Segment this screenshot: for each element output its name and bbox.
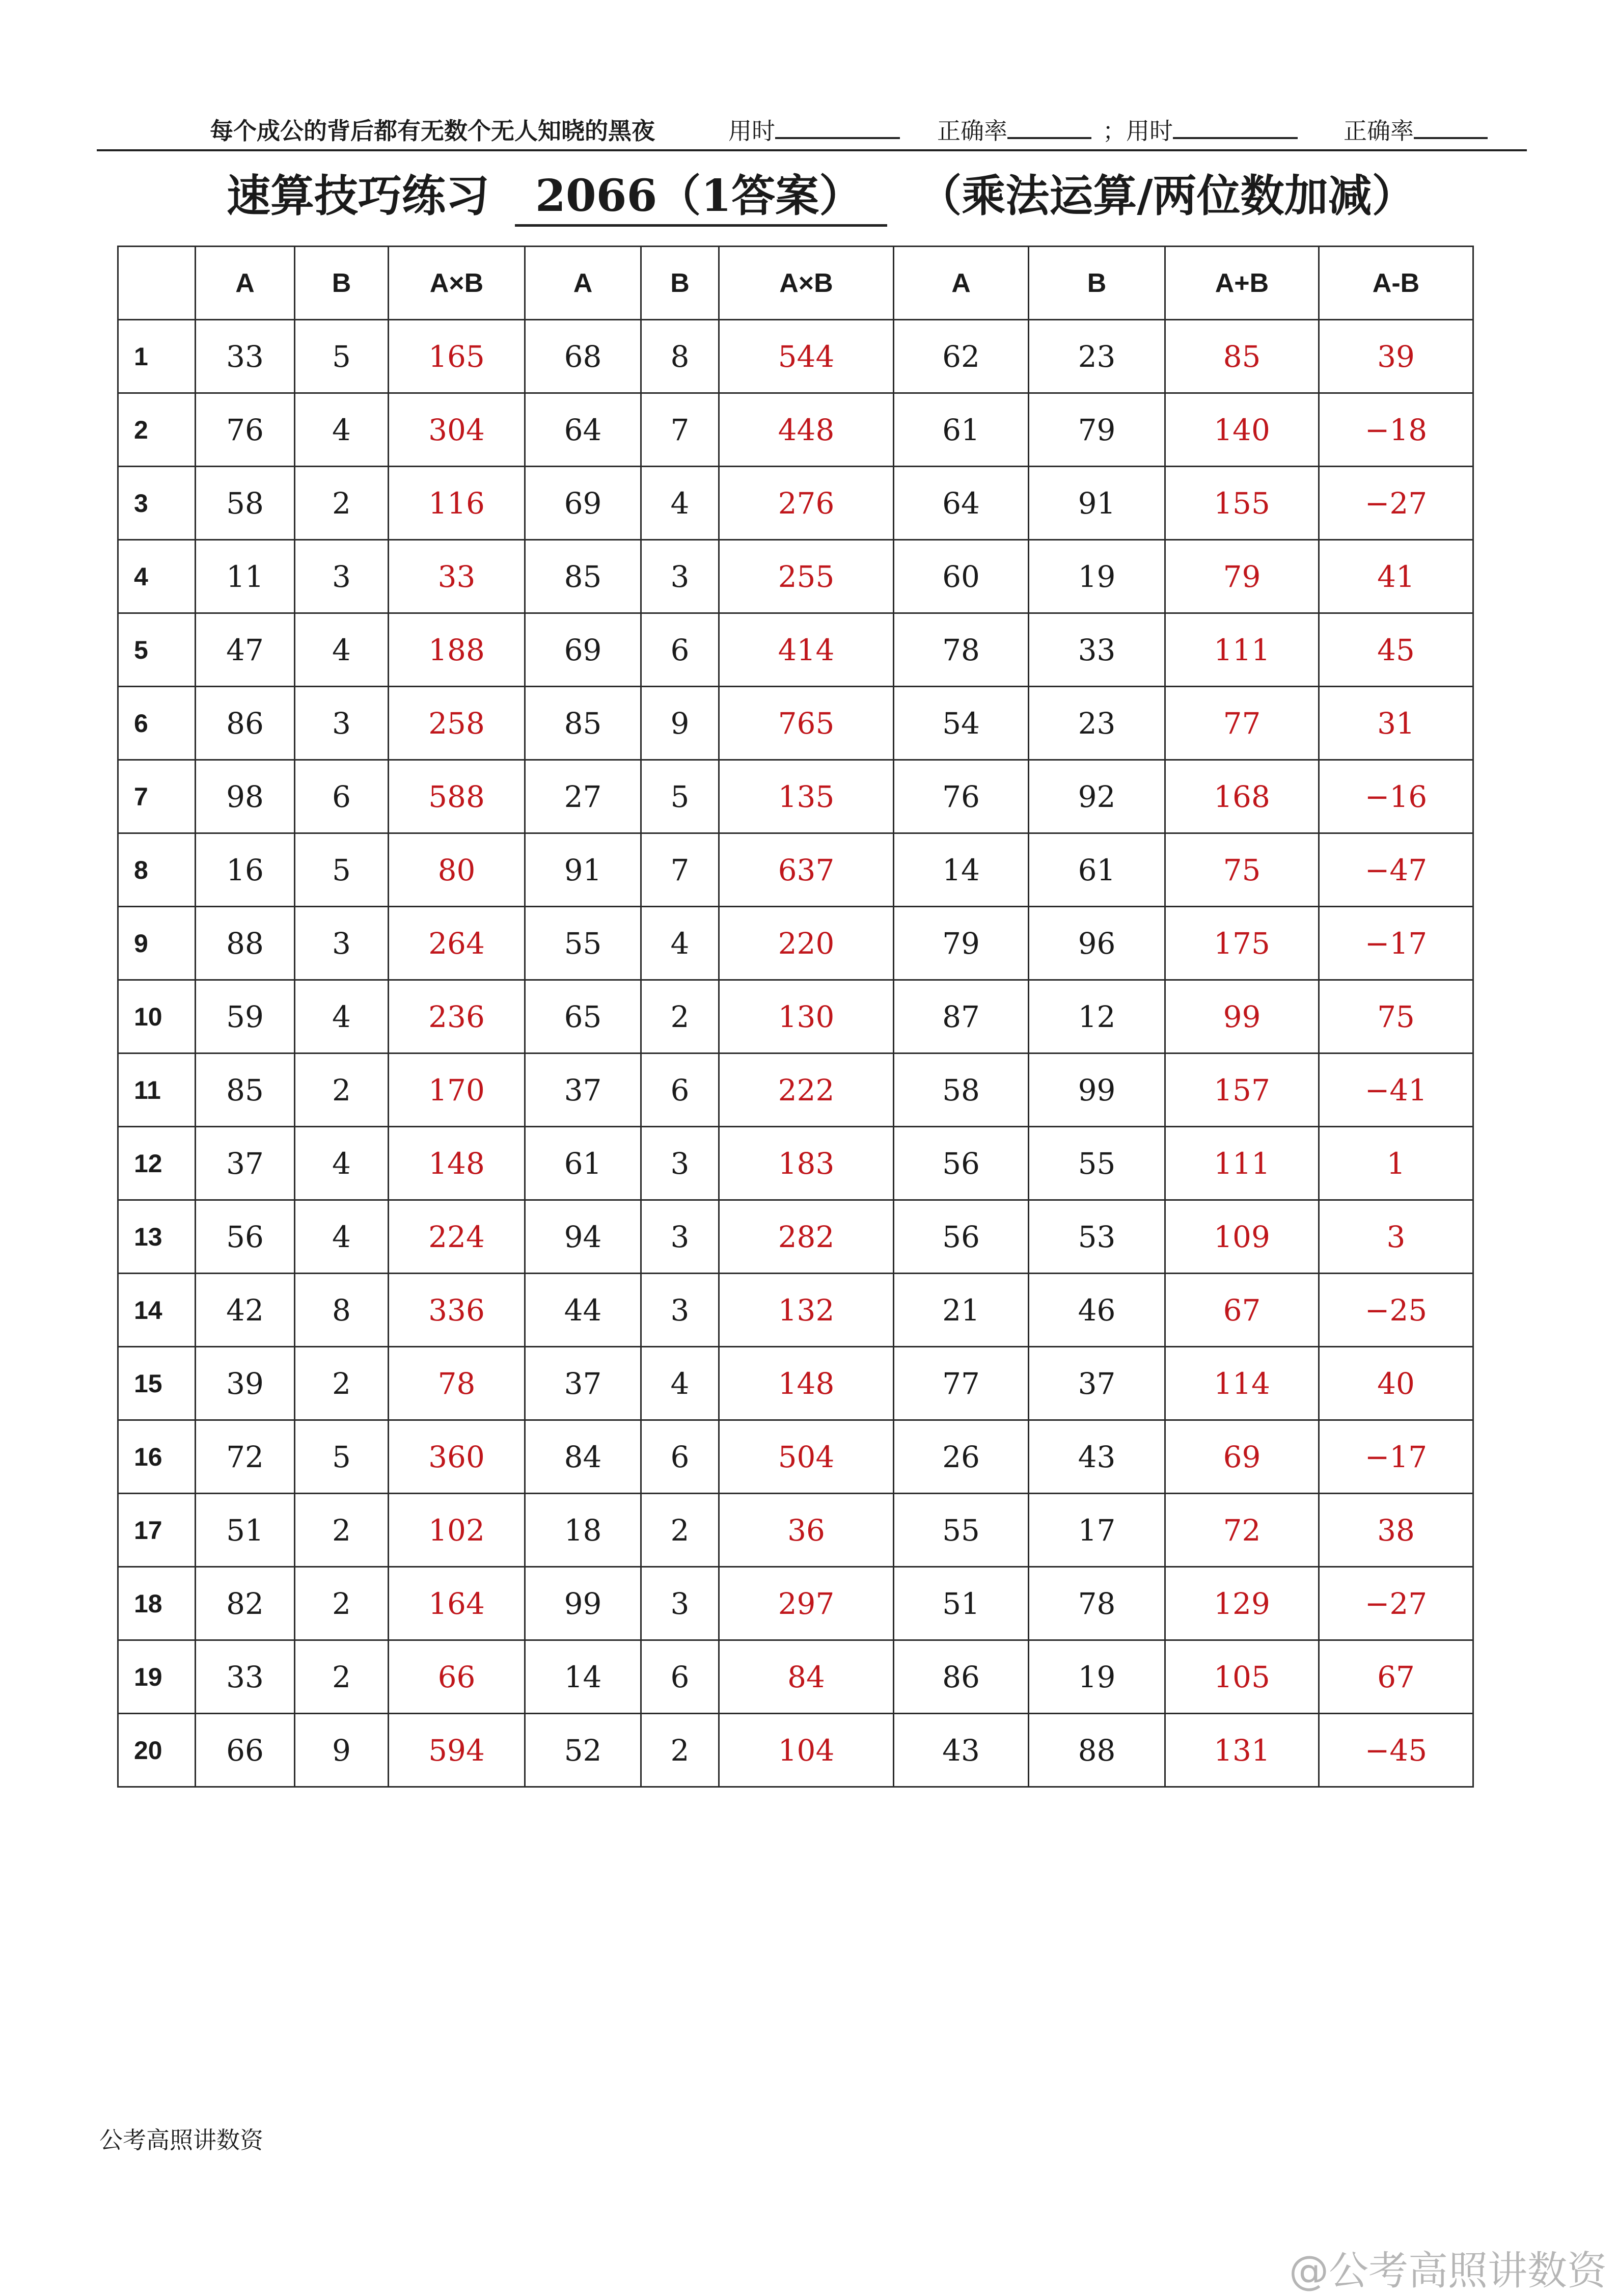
operand-cell: 76 [196, 393, 295, 467]
answer-cell: 588 [389, 760, 525, 833]
answer-cell: 297 [719, 1567, 894, 1640]
answer-cell: 104 [719, 1714, 894, 1787]
row-number: 19 [118, 1640, 196, 1714]
row-number: 16 [118, 1420, 196, 1494]
answer-cell: −17 [1319, 1420, 1473, 1494]
accuracy-field-1 [937, 110, 1091, 152]
operand-cell: 2 [295, 1640, 389, 1714]
row-number: 5 [118, 613, 196, 687]
table-row [118, 1640, 1473, 1714]
header-cell: A [894, 247, 1029, 320]
operand-cell: 61 [1029, 833, 1165, 907]
operand-cell: 65 [525, 980, 641, 1054]
answer-cell: 157 [1165, 1054, 1319, 1127]
answer-cell: 78 [389, 1347, 525, 1420]
operand-cell: 76 [894, 760, 1029, 833]
operand-cell: 43 [894, 1714, 1029, 1787]
operand-cell: 14 [525, 1640, 641, 1714]
operand-cell: 69 [525, 613, 641, 687]
operand-cell: 51 [196, 1494, 295, 1567]
header-line [97, 110, 1533, 152]
table-row [118, 393, 1473, 467]
operand-cell: 94 [525, 1200, 641, 1274]
operand-cell: 86 [894, 1640, 1029, 1714]
answer-cell: 276 [719, 467, 894, 540]
time-blank-2[interactable] [1173, 115, 1298, 139]
operand-cell: 37 [525, 1347, 641, 1420]
row-number: 2 [118, 393, 196, 467]
table-row [118, 1200, 1473, 1274]
operand-cell: 47 [196, 613, 295, 687]
table-row [118, 1347, 1473, 1420]
operand-cell: 64 [525, 393, 641, 467]
operand-cell: 4 [295, 613, 389, 687]
row-number: 18 [118, 1567, 196, 1640]
operand-cell: 58 [894, 1054, 1029, 1127]
time-blank-1[interactable] [775, 115, 900, 139]
answer-cell: 448 [719, 393, 894, 467]
answer-cell: 175 [1165, 907, 1319, 980]
table-row [118, 320, 1473, 393]
operand-cell: 8 [641, 320, 719, 393]
header-rule [97, 149, 1527, 151]
operand-cell: 85 [525, 687, 641, 760]
operand-cell: 99 [525, 1567, 641, 1640]
row-number: 1 [118, 320, 196, 393]
operand-cell: 42 [196, 1274, 295, 1347]
operand-cell: 8 [295, 1274, 389, 1347]
operand-cell: 91 [525, 833, 641, 907]
operand-cell: 77 [894, 1347, 1029, 1420]
row-number: 10 [118, 980, 196, 1054]
answer-cell: 336 [389, 1274, 525, 1347]
operand-cell: 17 [1029, 1494, 1165, 1567]
operand-cell: 3 [641, 1567, 719, 1640]
answer-cell: 148 [719, 1347, 894, 1420]
operand-cell: 37 [525, 1054, 641, 1127]
operand-cell: 18 [525, 1494, 641, 1567]
answer-cell: 69 [1165, 1420, 1319, 1494]
answer-cell: 67 [1319, 1640, 1473, 1714]
operand-cell: 46 [1029, 1274, 1165, 1347]
table-row [118, 1494, 1473, 1567]
operand-cell: 23 [1029, 320, 1165, 393]
answer-cell: 79 [1165, 540, 1319, 613]
answer-cell: −47 [1319, 833, 1473, 907]
accuracy-blank-1[interactable] [1007, 115, 1091, 139]
operand-cell: 2 [295, 1494, 389, 1567]
operand-cell: 4 [295, 393, 389, 467]
operand-cell: 91 [1029, 467, 1165, 540]
row-number: 3 [118, 467, 196, 540]
answer-cell: 504 [719, 1420, 894, 1494]
row-number: 17 [118, 1494, 196, 1567]
table-row [118, 833, 1473, 907]
answer-cell: −41 [1319, 1054, 1473, 1127]
operand-cell: 78 [1029, 1567, 1165, 1640]
answer-cell: 66 [389, 1640, 525, 1714]
operand-cell: 6 [641, 1054, 719, 1127]
table-row [118, 980, 1473, 1054]
table-row [118, 687, 1473, 760]
answer-cell: 75 [1165, 833, 1319, 907]
operand-cell: 54 [894, 687, 1029, 760]
operand-cell: 6 [641, 613, 719, 687]
operand-cell: 16 [196, 833, 295, 907]
operand-cell: 72 [196, 1420, 295, 1494]
answer-cell: 85 [1165, 320, 1319, 393]
operand-cell: 39 [196, 1347, 295, 1420]
operand-cell: 92 [1029, 760, 1165, 833]
time-field-1 [728, 110, 900, 152]
answer-cell: 220 [719, 907, 894, 980]
operand-cell: 52 [525, 1714, 641, 1787]
header-cell: A [525, 247, 641, 320]
operand-cell: 64 [894, 467, 1029, 540]
operand-cell: 43 [1029, 1420, 1165, 1494]
operand-cell: 79 [1029, 393, 1165, 467]
table-row [118, 1714, 1473, 1787]
answer-cell: −27 [1319, 1567, 1473, 1640]
row-number: 7 [118, 760, 196, 833]
table-row [118, 1420, 1473, 1494]
operand-cell: 2 [295, 467, 389, 540]
accuracy-blank-2[interactable] [1414, 115, 1488, 139]
answer-cell: 131 [1165, 1714, 1319, 1787]
operand-cell: 4 [295, 980, 389, 1054]
operand-cell: 27 [525, 760, 641, 833]
title-subtitle: （乘法运算/两位数加减） [918, 170, 1416, 222]
operand-cell: 4 [295, 1127, 389, 1200]
answer-table [117, 246, 1474, 1788]
table-body [118, 320, 1473, 1787]
answer-cell: 80 [389, 833, 525, 907]
answer-cell: 84 [719, 1640, 894, 1714]
operand-cell: 3 [295, 907, 389, 980]
operand-cell: 55 [894, 1494, 1029, 1567]
operand-cell: 88 [1029, 1714, 1165, 1787]
operand-cell: 23 [1029, 687, 1165, 760]
operand-cell: 3 [641, 1127, 719, 1200]
operand-cell: 26 [894, 1420, 1029, 1494]
row-number: 13 [118, 1200, 196, 1274]
answer-cell: −16 [1319, 760, 1473, 833]
answer-cell: 114 [1165, 1347, 1319, 1420]
table-row [118, 467, 1473, 540]
operand-cell: 19 [1029, 540, 1165, 613]
operand-cell: 7 [641, 833, 719, 907]
answer-cell: 188 [389, 613, 525, 687]
answer-cell: 164 [389, 1567, 525, 1640]
answer-cell: 1 [1319, 1127, 1473, 1200]
table-row [118, 1567, 1473, 1640]
operand-cell: 51 [894, 1567, 1029, 1640]
answer-cell: 282 [719, 1200, 894, 1274]
answer-cell: 77 [1165, 687, 1319, 760]
operand-cell: 85 [525, 540, 641, 613]
operand-cell: 37 [196, 1127, 295, 1200]
table-row [118, 540, 1473, 613]
operand-cell: 3 [641, 540, 719, 613]
operand-cell: 3 [641, 1274, 719, 1347]
answer-cell: 3 [1319, 1200, 1473, 1274]
operand-cell: 55 [1029, 1127, 1165, 1200]
header-cell: A×B [389, 247, 525, 320]
footer-text: 公考高照讲数资 [99, 2126, 263, 2154]
answer-cell: −27 [1319, 467, 1473, 540]
operand-cell: 78 [894, 613, 1029, 687]
table-row [118, 760, 1473, 833]
answer-cell: 132 [719, 1274, 894, 1347]
header-cell: A-B [1319, 247, 1473, 320]
operand-cell: 3 [295, 687, 389, 760]
operand-cell: 5 [295, 1420, 389, 1494]
row-number: 15 [118, 1347, 196, 1420]
operand-cell: 86 [196, 687, 295, 760]
table-row [118, 613, 1473, 687]
operand-cell: 60 [894, 540, 1029, 613]
operand-cell: 6 [641, 1640, 719, 1714]
row-number: 14 [118, 1274, 196, 1347]
row-number: 4 [118, 540, 196, 613]
answer-cell: 33 [389, 540, 525, 613]
answer-cell: 72 [1165, 1494, 1319, 1567]
operand-cell: 61 [525, 1127, 641, 1200]
answer-cell: 45 [1319, 613, 1473, 687]
operand-cell: 56 [894, 1200, 1029, 1274]
operand-cell: 68 [525, 320, 641, 393]
operand-cell: 4 [641, 467, 719, 540]
operand-cell: 87 [894, 980, 1029, 1054]
answer-cell: −17 [1319, 907, 1473, 980]
row-number: 6 [118, 687, 196, 760]
answer-cell: −45 [1319, 1714, 1473, 1787]
page-title [227, 163, 1416, 229]
header-cell: A×B [719, 247, 894, 320]
operand-cell: 88 [196, 907, 295, 980]
answer-cell: 40 [1319, 1347, 1473, 1420]
operand-cell: 56 [196, 1200, 295, 1274]
answer-cell: 258 [389, 687, 525, 760]
answer-cell: 75 [1319, 980, 1473, 1054]
operand-cell: 61 [894, 393, 1029, 467]
answer-cell: 109 [1165, 1200, 1319, 1274]
header-cell: B [295, 247, 389, 320]
operand-cell: 79 [894, 907, 1029, 980]
operand-cell: 2 [295, 1567, 389, 1640]
answer-cell: 155 [1165, 467, 1319, 540]
table-row [118, 907, 1473, 980]
answer-cell: 544 [719, 320, 894, 393]
operand-cell: 44 [525, 1274, 641, 1347]
operand-cell: 5 [295, 833, 389, 907]
table-row [118, 1054, 1473, 1127]
operand-cell: 4 [641, 1347, 719, 1420]
time-field-2 [1103, 110, 1298, 152]
answer-cell: 102 [389, 1494, 525, 1567]
row-number: 9 [118, 907, 196, 980]
accuracy-field-2 [1344, 110, 1488, 152]
operand-cell: 58 [196, 467, 295, 540]
operand-cell: 85 [196, 1054, 295, 1127]
row-number: 8 [118, 833, 196, 907]
operand-cell: 69 [525, 467, 641, 540]
answer-cell: 36 [719, 1494, 894, 1567]
answer-cell: 765 [719, 687, 894, 760]
answer-cell: 304 [389, 393, 525, 467]
answer-cell: 414 [719, 613, 894, 687]
operand-cell: 55 [525, 907, 641, 980]
answer-cell: 360 [389, 1420, 525, 1494]
answer-cell: 148 [389, 1127, 525, 1200]
operand-cell: 82 [196, 1567, 295, 1640]
answer-cell: 39 [1319, 320, 1473, 393]
operand-cell: 2 [641, 1714, 719, 1787]
time-label-1: 用时 [728, 117, 775, 145]
answer-cell: 38 [1319, 1494, 1473, 1567]
header-cell [118, 247, 196, 320]
row-number: 20 [118, 1714, 196, 1787]
operand-cell: 33 [196, 320, 295, 393]
accuracy-label-1: 正确率 [937, 117, 1007, 145]
answer-cell: 637 [719, 833, 894, 907]
answer-cell: −18 [1319, 393, 1473, 467]
answer-cell: 594 [389, 1714, 525, 1787]
header-cell: A+B [1165, 247, 1319, 320]
operand-cell: 2 [295, 1347, 389, 1420]
answer-cell: 130 [719, 980, 894, 1054]
operand-cell: 14 [894, 833, 1029, 907]
table-row [118, 1274, 1473, 1347]
operand-cell: 11 [196, 540, 295, 613]
operand-cell: 2 [641, 980, 719, 1054]
answer-cell: 236 [389, 980, 525, 1054]
accuracy-label-2: 正确率 [1344, 117, 1414, 145]
operand-cell: 33 [196, 1640, 295, 1714]
watermark: @公考高照讲数资 [1289, 2248, 1607, 2294]
operand-cell: 5 [641, 760, 719, 833]
operand-cell: 59 [196, 980, 295, 1054]
operand-cell: 3 [641, 1200, 719, 1274]
row-number: 12 [118, 1127, 196, 1200]
answer-cell: 170 [389, 1054, 525, 1127]
operand-cell: 84 [525, 1420, 641, 1494]
header-cell: A [196, 247, 295, 320]
answer-cell: 135 [719, 760, 894, 833]
answer-cell: 140 [1165, 393, 1319, 467]
operand-cell: 4 [295, 1200, 389, 1274]
answer-cell: 31 [1319, 687, 1473, 760]
operand-cell: 66 [196, 1714, 295, 1787]
answer-cell: 99 [1165, 980, 1319, 1054]
operand-cell: 6 [295, 760, 389, 833]
table-header-row [118, 247, 1473, 320]
time-label-2: 用时 [1126, 117, 1173, 145]
answer-cell: 255 [719, 540, 894, 613]
operand-cell: 53 [1029, 1200, 1165, 1274]
operand-cell: 9 [641, 687, 719, 760]
operand-cell: 9 [295, 1714, 389, 1787]
header-cell: B [1029, 247, 1165, 320]
answer-cell: 111 [1165, 1127, 1319, 1200]
operand-cell: 12 [1029, 980, 1165, 1054]
operand-cell: 4 [641, 907, 719, 980]
answer-cell: 41 [1319, 540, 1473, 613]
operand-cell: 21 [894, 1274, 1029, 1347]
title-main: 速算技巧练习 [227, 170, 489, 222]
operand-cell: 19 [1029, 1640, 1165, 1714]
answer-cell: 168 [1165, 760, 1319, 833]
operand-cell: 99 [1029, 1054, 1165, 1127]
answer-cell: 222 [719, 1054, 894, 1127]
operand-cell: 7 [641, 393, 719, 467]
answer-cell: 116 [389, 467, 525, 540]
answer-cell: 111 [1165, 613, 1319, 687]
operand-cell: 98 [196, 760, 295, 833]
operand-cell: 62 [894, 320, 1029, 393]
title-number: 2066（1答案） [515, 168, 887, 227]
operand-cell: 96 [1029, 907, 1165, 980]
table-row [118, 1127, 1473, 1200]
answer-cell: −25 [1319, 1274, 1473, 1347]
answer-cell: 183 [719, 1127, 894, 1200]
header-cell: B [641, 247, 719, 320]
row-number: 11 [118, 1054, 196, 1127]
operand-cell: 5 [295, 320, 389, 393]
operand-cell: 56 [894, 1127, 1029, 1200]
operand-cell: 6 [641, 1420, 719, 1494]
separator: ； [1103, 117, 1126, 145]
operand-cell: 37 [1029, 1347, 1165, 1420]
operand-cell: 33 [1029, 613, 1165, 687]
operand-cell: 2 [295, 1054, 389, 1127]
answer-cell: 264 [389, 907, 525, 980]
operand-cell: 2 [641, 1494, 719, 1567]
answer-cell: 67 [1165, 1274, 1319, 1347]
answer-cell: 224 [389, 1200, 525, 1274]
operand-cell: 3 [295, 540, 389, 613]
answer-cell: 129 [1165, 1567, 1319, 1640]
answer-cell: 165 [389, 320, 525, 393]
answer-cell: 105 [1165, 1640, 1319, 1714]
header-motto: 每个成公的背后都有无数个无人知晓的黑夜 [210, 117, 655, 145]
